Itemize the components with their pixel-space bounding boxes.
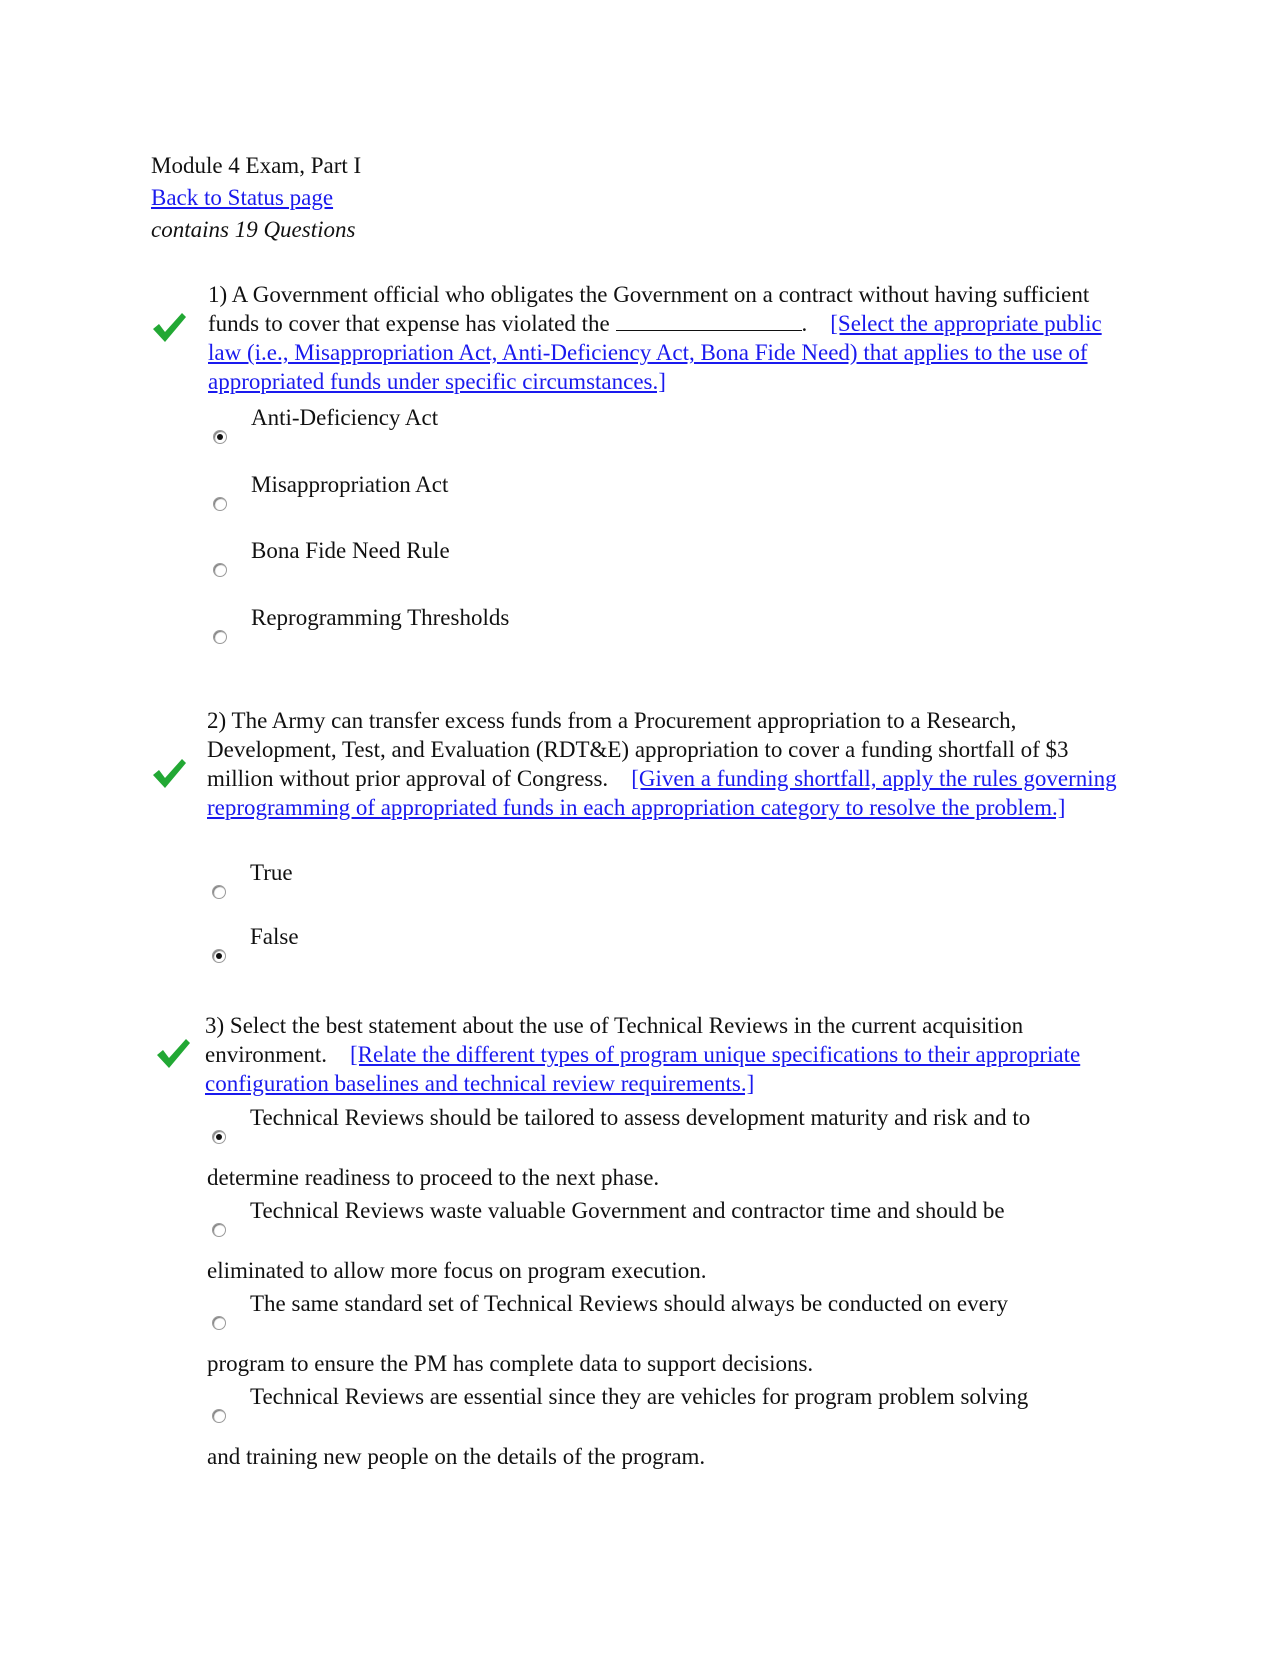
question-prompt: The Army can transfer excess funds from a Procurement appropriation to a Research, Development, Test, and Evaluation (RDT&E) appropriation to cover a funding shortfall of $3 million without prior approval of Congress.	[207, 708, 1069, 791]
question-number: 3)	[205, 1013, 225, 1038]
option-label: Technical Reviews are essential since they are vehicles for program problem solving	[250, 1384, 1029, 1409]
question-prompt-end: .	[801, 311, 808, 336]
back-to-status-link[interactable]: Back to Status page	[151, 185, 334, 210]
option-label: Bona Fide Need Rule	[251, 538, 450, 563]
radio-button[interactable]	[212, 1223, 226, 1237]
option-label-continuation: eliminated to allow more focus on program execution.	[207, 1258, 707, 1283]
question-text	[208, 280, 1128, 396]
objective-hint-link[interactable]: [Given a funding shortfall, apply the rules governing reprogramming of appropriated funds in each appropriation category to resolve the problem.]	[207, 766, 1117, 820]
option-label-continuation: program to ensure the PM has complete data to support decisions.	[207, 1351, 814, 1376]
option-label: Misappropriation Act	[251, 472, 449, 497]
objective-hint-link[interactable]: [Select the appropriate public law (i.e., Misappropriation Act, Anti-Deficiency Act, Bona Fide Need) that applies to the use of appropriated funds under specific circumstances.]	[208, 311, 1102, 394]
option-label: Technical Reviews should be tailored to assess development maturity and risk and to	[250, 1105, 1031, 1130]
radio-button[interactable]	[213, 563, 227, 577]
option-label: Reprogramming Thresholds	[251, 605, 510, 630]
option-label-continuation: and training new people on the details of the program.	[207, 1444, 706, 1469]
radio-button[interactable]	[212, 1130, 226, 1144]
option-label: Technical Reviews waste valuable Government and contractor time and should be	[250, 1198, 1005, 1223]
checkmark-icon	[151, 756, 187, 792]
question-text	[205, 1011, 1125, 1098]
radio-button[interactable]	[212, 1409, 226, 1423]
exam-header	[151, 150, 361, 246]
question-number: 2)	[207, 708, 227, 733]
radio-button[interactable]	[212, 949, 226, 963]
radio-button[interactable]	[212, 1316, 226, 1330]
page-title: Module 4 Exam, Part I	[151, 153, 362, 178]
checkmark-icon	[155, 1036, 191, 1072]
radio-button[interactable]	[213, 630, 227, 644]
question-count: contains 19 Questions	[151, 217, 356, 242]
question-number: 1)	[208, 282, 228, 307]
question-text	[207, 706, 1127, 822]
option-label-continuation: determine readiness to proceed to the next phase.	[207, 1165, 660, 1190]
answer-blank	[616, 312, 802, 331]
checkmark-icon	[151, 310, 187, 346]
objective-hint-link[interactable]: [Relate the different types of program unique specifications to their appropriate configuration baselines and technical review requirements.]	[205, 1042, 1081, 1096]
question-prompt: Select the best statement about the use of Technical Reviews in the current acquisition environment.	[205, 1013, 1024, 1067]
option-label: Anti-Deficiency Act	[251, 405, 439, 430]
radio-button[interactable]	[212, 885, 226, 899]
option-label: The same standard set of Technical Reviews should always be conducted on every	[250, 1291, 1009, 1316]
option-label: True	[250, 860, 293, 885]
option-label: False	[250, 924, 299, 949]
radio-button[interactable]	[213, 497, 227, 511]
question-prompt: A Government official who obligates the Government on a contract without having sufficient funds to cover that expense has violated the	[208, 282, 1090, 336]
radio-button[interactable]	[213, 430, 227, 444]
